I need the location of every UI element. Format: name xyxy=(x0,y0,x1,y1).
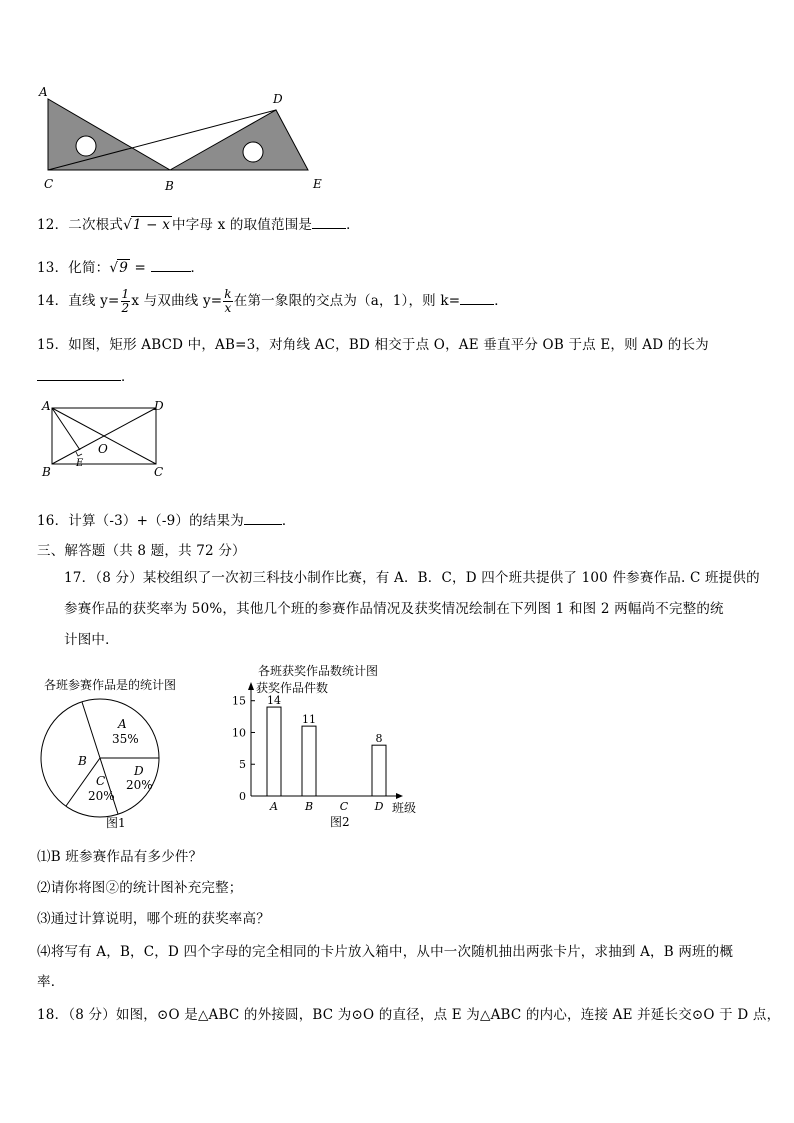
segment-ae xyxy=(52,408,80,450)
chart-title: 各班获奖作品数统计图 xyxy=(258,664,379,678)
label-a: A xyxy=(42,399,51,413)
label-c: C xyxy=(154,465,164,479)
y-tick-label: 5 xyxy=(239,758,246,772)
y-tick-label: 15 xyxy=(232,694,246,708)
fraction-k-over-x: $\frac{k}{x}$ xyxy=(224,287,232,315)
figure-2-caption: 图2 xyxy=(330,815,350,829)
x-axis-arrow xyxy=(396,793,403,799)
slice-c-value: 20% xyxy=(88,789,115,803)
label-c: C xyxy=(44,177,54,191)
label-e: E xyxy=(313,177,322,191)
right-angle-mark xyxy=(76,452,82,456)
question-14: 14．直线 y= $\frac{1}{2}$ x 与双曲线 y= $\frac{k}{x}$ 在第一象限的交点为（a，1），则 k= ． xyxy=(37,287,508,315)
answer-blank-12[interactable] xyxy=(312,215,346,229)
bars xyxy=(267,694,386,813)
x-tick-label-c: C xyxy=(339,800,349,813)
x-tick-label-d: D xyxy=(374,800,384,813)
label-d: D xyxy=(154,399,164,413)
label-o: O xyxy=(98,442,108,456)
answer-blank-14[interactable] xyxy=(460,291,494,305)
slice-b-label: B xyxy=(78,754,87,768)
bar-d xyxy=(372,745,386,796)
x-tick-label-b: B xyxy=(304,800,314,813)
y-tick-label: 10 xyxy=(232,726,246,740)
triangles-figure xyxy=(36,84,336,196)
label-d: D xyxy=(273,92,283,106)
rectangle-figure xyxy=(36,396,176,482)
fraction-one-half: $\frac{1}{2}$ xyxy=(121,287,130,315)
bar-a xyxy=(267,707,281,796)
label-e: E xyxy=(76,458,84,469)
left-shaded-triangle xyxy=(48,99,170,170)
figure-1-caption: 图1 xyxy=(106,816,126,830)
slice-d-label: D xyxy=(134,764,144,778)
question-17-line1: 17．（8 分）某校组织了一次初三科技小制作比赛，有 A．B．C，D 四个班共提供了 100 件参赛作品. C 班提供的 xyxy=(64,570,760,586)
pie-chart-title: 各班参赛作品是的统计图 xyxy=(44,678,177,692)
pie-chart-figure xyxy=(36,672,216,832)
label-a: A xyxy=(39,85,48,99)
section-title: 三、解答题（共 8 题，共 72 分） xyxy=(37,543,246,559)
label-b: B xyxy=(42,465,51,479)
bar-b xyxy=(302,726,316,796)
bar-chart-figure xyxy=(226,660,456,832)
pie-divider xyxy=(82,702,100,758)
y-axis-label: 获奖作品件数 xyxy=(256,681,329,695)
answer-blank-16[interactable] xyxy=(244,511,282,525)
question-17-sub1: ⑴B 班参赛作品有多少件？ xyxy=(37,849,203,865)
label-b: B xyxy=(165,179,174,193)
answer-blank-15[interactable] xyxy=(37,367,121,381)
data-label-b: 11 xyxy=(302,713,316,727)
y-tick-label: 0 xyxy=(239,790,246,803)
slice-d-value: 20% xyxy=(126,778,153,792)
x-axis-label: 班级 xyxy=(392,801,417,815)
right-shaded-triangle xyxy=(170,110,308,170)
y-ticks xyxy=(232,695,255,803)
slice-a-label: A xyxy=(118,717,127,731)
right-circle xyxy=(243,142,263,162)
question-17-line2: 参赛作品的获奖率为 50%，其他几个班的参赛作品情况及获奖情况绘制在下列图 1 和图 2 两幅尚不完整的统 xyxy=(64,601,724,617)
question-18-line1: 18．（8 分）如图，⊙O 是△ABC 的外接圆，BC 为⊙O 的直径，点 E 为△ABC 的内心，连接 AE 并延长交⊙O 于 D 点， xyxy=(37,1007,781,1023)
slice-c-label: C xyxy=(96,774,106,788)
question-16: 16．计算（-3）+（-9）的结果为 ． xyxy=(37,513,296,529)
question-17-line3: 计图中． xyxy=(64,632,119,648)
left-circle xyxy=(76,136,96,156)
question-15: 15．如图，矩形 ABCD 中，AB=3，对角线 AC，BD 相交于点 O，AE 垂直平分 OB 于点 E，则 AD 的长为 xyxy=(37,337,709,353)
y-axis-arrow xyxy=(248,682,254,690)
answer-blank-13[interactable] xyxy=(151,258,191,272)
question-17-sub4-line1: ⑷将写有 A，B，C，D 四个字母的完全相同的卡片放入箱中，从中一次随机抽出两张卡片，求抽到 A，B 两班的概 xyxy=(37,944,734,960)
question-15-answer-line: ． xyxy=(37,365,135,385)
data-label-a: 14 xyxy=(267,694,281,708)
slice-a-value: 35% xyxy=(112,732,139,746)
sqrt-expression: √1 − x xyxy=(123,217,171,233)
sqrt-expression: √9 xyxy=(109,260,128,276)
x-tick-label-a: A xyxy=(270,800,278,813)
question-17-sub3: ⑶通过计算说明，哪个班的获奖率高？ xyxy=(37,911,270,927)
question-12: 12．二次根式√1 − x 中字母 x 的取值范围是 ． xyxy=(37,217,360,233)
question-13: 13．化简：√9 = ． xyxy=(37,260,205,276)
question-17-sub4-line2: 率． xyxy=(37,974,65,990)
question-17-sub2: ⑵请你将图②的统计图补充完整； xyxy=(37,880,243,896)
data-label-d: 8 xyxy=(375,732,383,746)
